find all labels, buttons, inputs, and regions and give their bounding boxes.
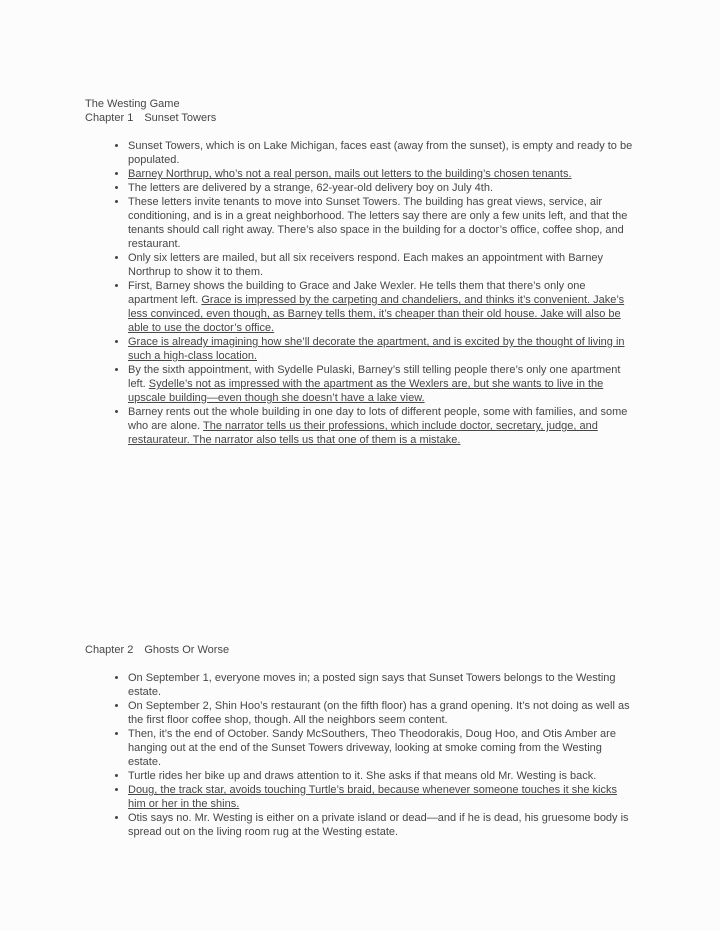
note-text: Sunset Towers, which is on Lake Michigan, faces east (away from the sunset), is empty and ready to be populated.	[128, 140, 633, 166]
chapter-heading	[85, 111, 665, 125]
note-text: Then, it’s the end of October. Sandy McSouthers, Theo Theodorakis, Doug Hoo, and Otis Amber are hanging out at the end of the Sunset Towers driveway, looking at smoke coming from the Westing estate.	[128, 728, 616, 768]
chapter-label: Chapter 2	[85, 644, 134, 656]
document-page	[85, 97, 665, 839]
note-bullet	[128, 699, 633, 727]
note-bullet	[128, 769, 633, 783]
note-bullet	[128, 195, 633, 251]
chapter-label: Chapter 1	[85, 112, 134, 124]
chapter-section	[85, 111, 665, 447]
note-bullet	[128, 279, 633, 335]
note-bullet	[128, 139, 633, 167]
note-bullet	[128, 363, 633, 405]
note-bullet	[128, 727, 633, 769]
chapter-section	[85, 643, 665, 839]
note-text: Turtle rides her bike up and draws attention to it. She asks if that means old Mr. Westing is back.	[128, 770, 597, 782]
note-text: First, Barney shows the building to Grace and Jake Wexler. He tells them that there’s only one apartment left.	[128, 280, 586, 306]
note-text: Barney rents out the whole building in one day to lots of different people, some with families, and some who are alone.	[128, 406, 628, 432]
note-text-underlined: Grace is already imagining how she’ll decorate the apartment, and is excited by the thought of living in such a high-class location.	[128, 336, 625, 362]
note-bullet	[128, 783, 633, 811]
note-text: On September 2, Shin Hoo’s restaurant (on the fifth floor) has a grand opening. It’s not doing as well as the first floor coffee shop, though. All the neighbors seem content.	[128, 700, 630, 726]
note-text-underlined: Barney Northrup, who’s not a real person, mails out letters to the building’s chosen tenants.	[128, 168, 572, 180]
chapter-title: Ghosts Or Worse	[144, 644, 230, 656]
sections	[85, 111, 665, 839]
chapter-notes-list	[85, 139, 633, 447]
note-text: The letters are delivered by a strange, 62-year-old delivery boy on July 4th.	[128, 182, 494, 194]
note-text-underlined: Grace is impressed by the carpeting and chandeliers, and thinks it’s convenient. Jake’s less convinced, even though, as Barney tells them, it’s cheaper than their old house. Jake will also be able to use the doctor’s office.	[128, 294, 625, 334]
note-text: These letters invite tenants to move into Sunset Towers. The building has great views, service, air conditioning, and is in a great neighborhood. The letters say there are only a few units left, and that the tenants should call right away. There’s also space in the building for a doctor’s office, coffee shop, and restaurant.	[128, 196, 628, 250]
note-text: On September 1, everyone moves in; a posted sign says that Sunset Towers belongs to the Westing estate.	[128, 672, 616, 698]
note-bullet	[128, 181, 633, 195]
note-text: Only six letters are mailed, but all six receivers respond. Each makes an appointment with Barney Northrup to show it to them.	[128, 252, 604, 278]
note-bullet	[128, 251, 633, 279]
chapter-notes-list	[85, 671, 633, 839]
chapter-heading	[85, 643, 665, 657]
note-text-underlined: The narrator tells us their professions, which include doctor, secretary, judge, and restaurateur. The narrator also tells us that one of them is a mistake.	[128, 420, 598, 446]
note-bullet	[128, 335, 633, 363]
note-bullet	[128, 811, 633, 839]
note-text-underlined: Sydelle’s not as impressed with the apartment as the Wexlers are, but she wants to live in the upscale building—even though she doesn’t have a lake view.	[128, 378, 604, 404]
note-bullet	[128, 405, 633, 447]
chapter-title: Sunset Towers	[144, 112, 217, 124]
document-title: The Westing Game	[85, 98, 180, 110]
note-text: Otis says no. Mr. Westing is either on a private island or dead—and if he is dead, his gruesome body is spread out on the living room rug at the Westing estate.	[128, 812, 629, 838]
note-bullet	[128, 167, 633, 181]
note-text: By the sixth appointment, with Sydelle Pulaski, Barney’s still telling people there’s only one apartment left.	[128, 364, 621, 390]
note-text-underlined: Doug, the track star, avoids touching Turtle’s braid, because whenever someone touches it she kicks him or her in the shins.	[128, 784, 617, 810]
note-bullet	[128, 671, 633, 699]
